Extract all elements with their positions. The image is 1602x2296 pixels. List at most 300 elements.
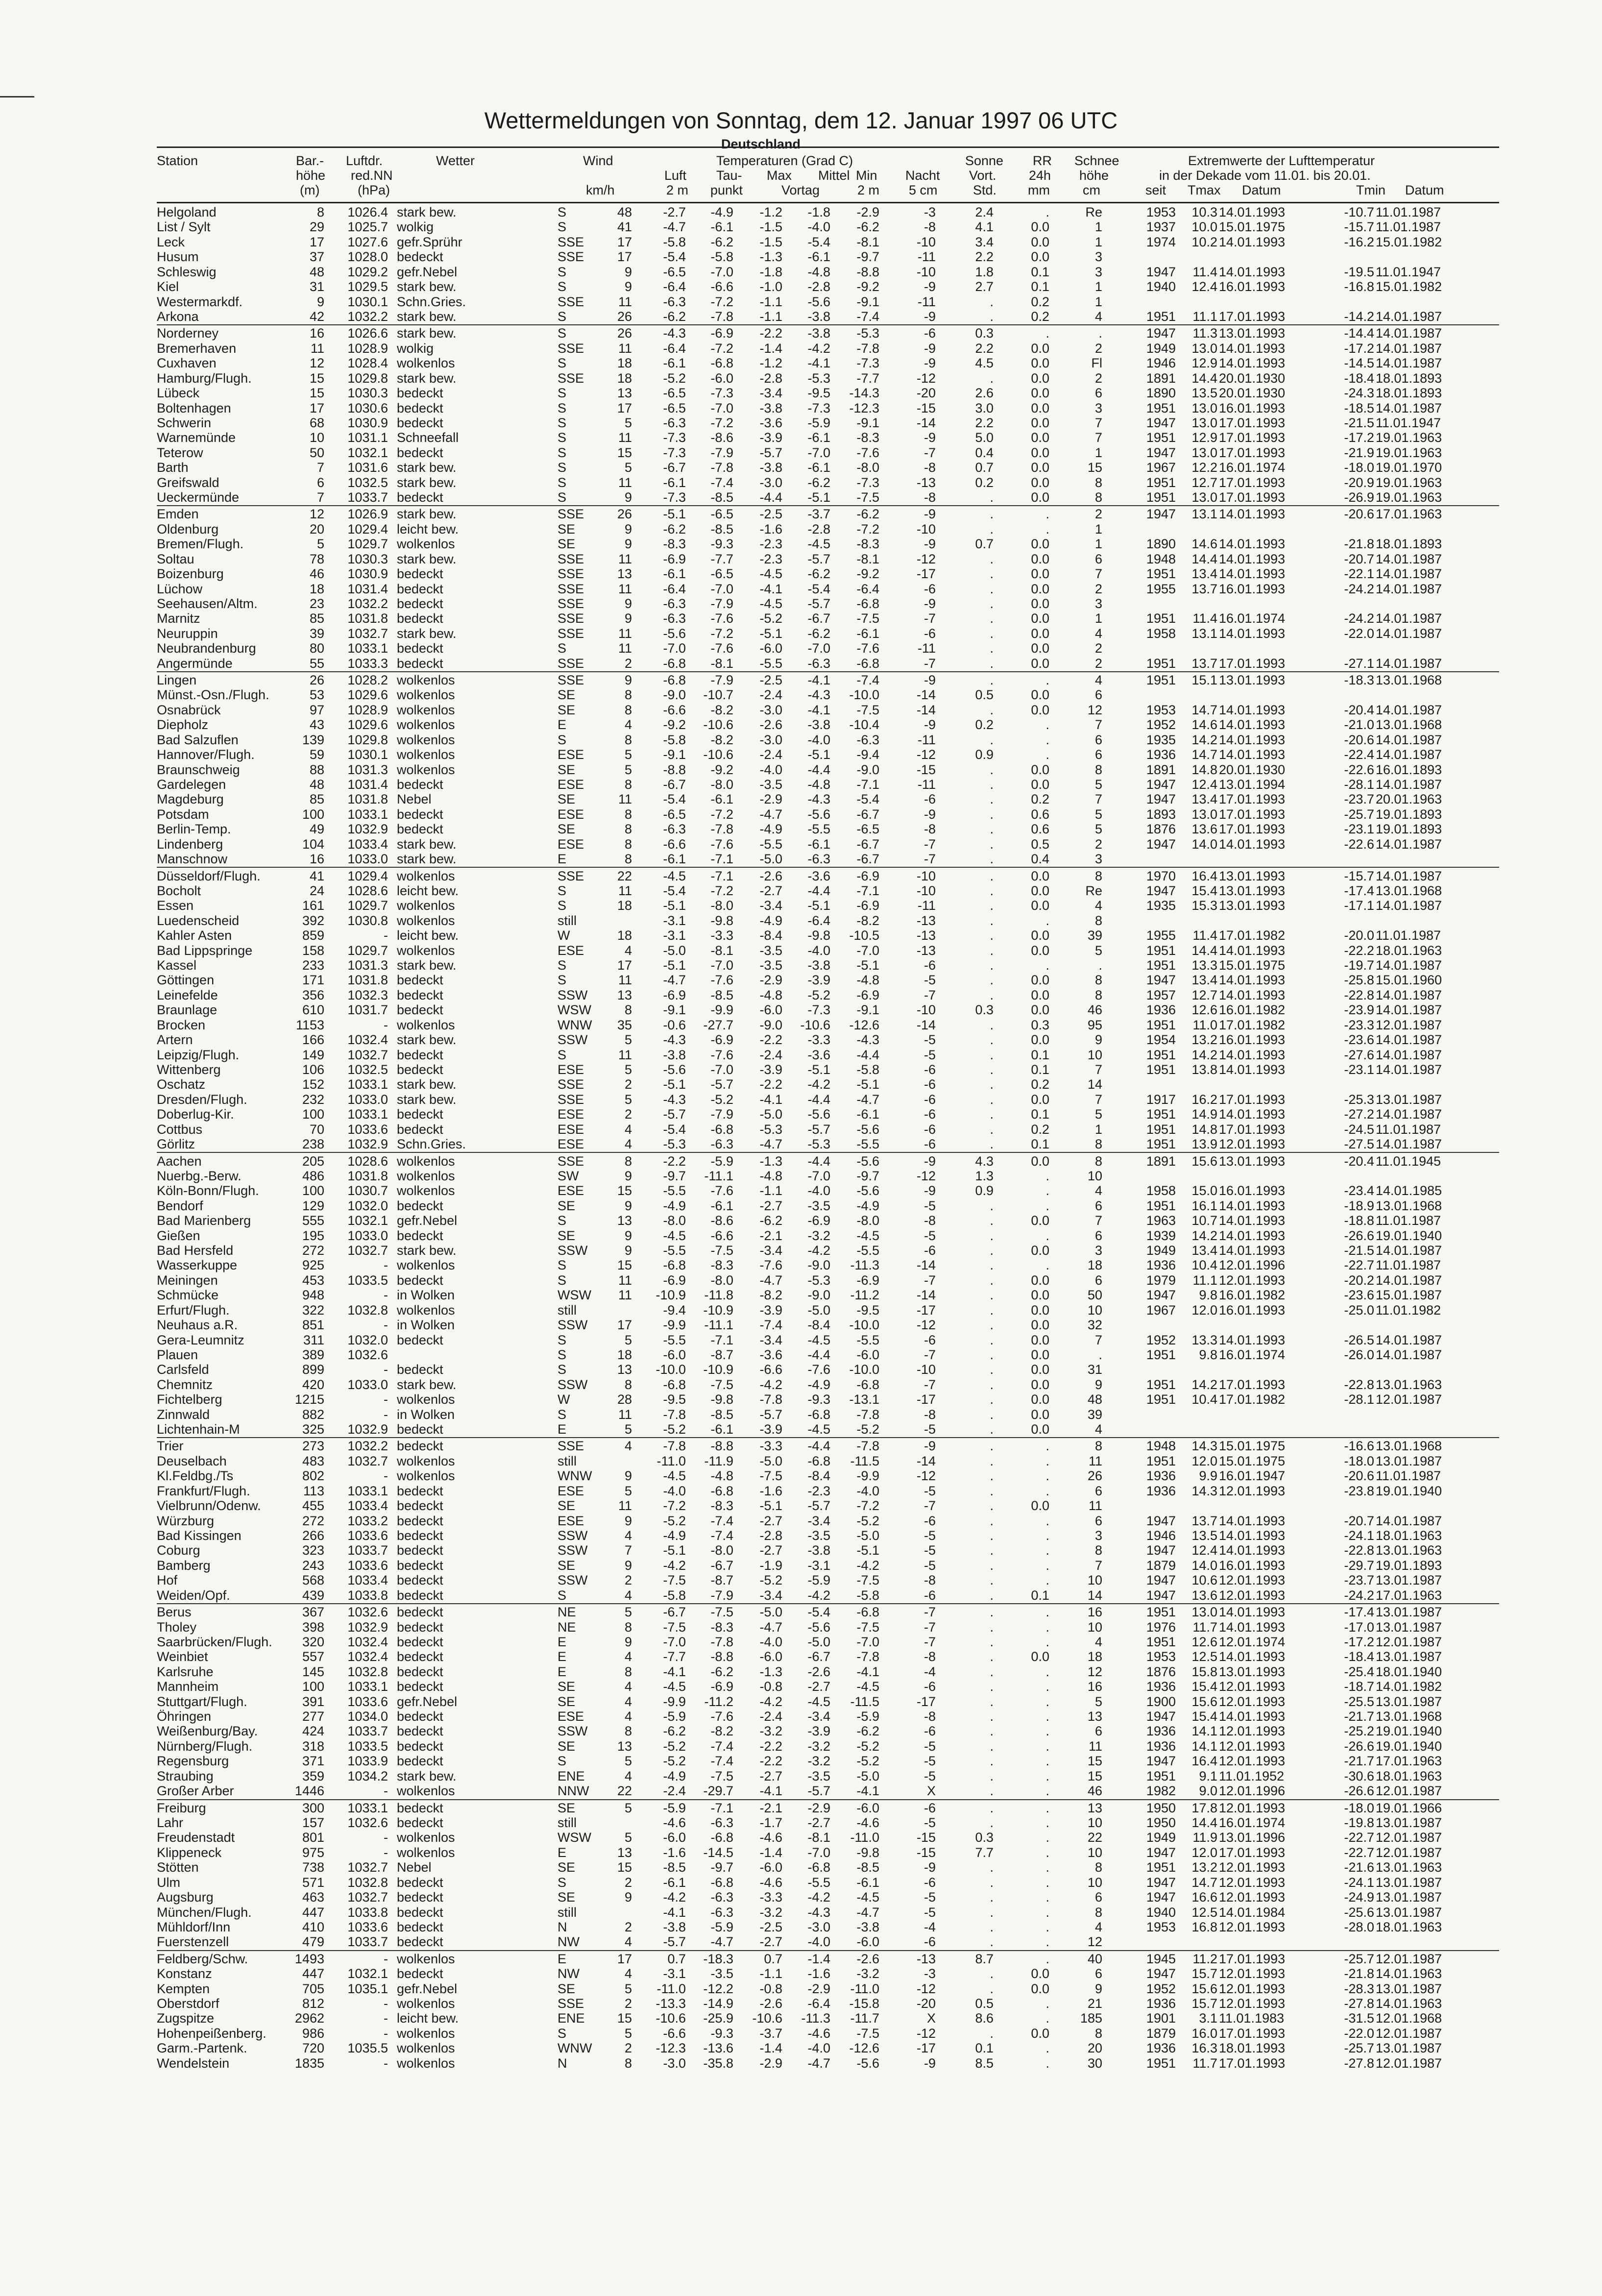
max-temp: -1.2 xyxy=(759,356,782,371)
tmin-date: 19.01.1893 xyxy=(1376,806,1442,822)
air-temp: -5.5 xyxy=(663,1243,686,1258)
precipitation: . xyxy=(1045,1558,1049,1573)
sunshine: . xyxy=(990,1649,994,1664)
table-row xyxy=(0,673,1602,688)
table-row xyxy=(0,1107,1602,1122)
precipitation: . xyxy=(1045,1198,1049,1213)
weather: bedeckt xyxy=(397,1605,443,1620)
station-name: Freudenstadt xyxy=(157,1830,235,1845)
night-temp: -7 xyxy=(923,1605,936,1620)
mean-temp: -1.6 xyxy=(807,1966,830,1981)
tmax-date: 17.01.1993 xyxy=(1219,1092,1286,1107)
station-name: Regensburg xyxy=(157,1754,229,1769)
sunshine: . xyxy=(990,1860,994,1875)
sunshine: 2.7 xyxy=(975,279,994,294)
station-name: Mühldorf/Inn xyxy=(157,1919,231,1934)
mean-temp: -6.8 xyxy=(807,1860,830,1875)
night-temp: -9 xyxy=(923,717,936,733)
max-temp: -2.3 xyxy=(759,537,782,552)
precipitation: . xyxy=(1045,1875,1049,1890)
tmin-date: 16.01.1893 xyxy=(1376,762,1442,777)
tmin-date: 14.01.1987 xyxy=(1376,1107,1442,1122)
wind-direction: SSE xyxy=(558,596,584,611)
pressure: 1031.7 xyxy=(347,1002,388,1018)
dew-point: -7.0 xyxy=(710,581,733,596)
night-temp: -11 xyxy=(917,249,936,265)
sunshine: . xyxy=(990,1890,994,1905)
tmin-date: 14.01.1987 xyxy=(1376,1513,1442,1528)
tmin-date: 13.01.1968 xyxy=(1376,883,1442,898)
table-row xyxy=(0,1875,1602,1890)
sunshine: . xyxy=(990,1875,994,1890)
min-temp: -7.5 xyxy=(856,702,879,717)
tmax: 12.9 xyxy=(1191,430,1217,445)
station-name: Mannheim xyxy=(157,1679,219,1694)
max-temp: -2.7 xyxy=(759,1934,782,1950)
table-row xyxy=(0,2041,1602,2056)
tmax-date: 14.01.1993 xyxy=(1219,943,1286,958)
station-name: Boltenhagen xyxy=(157,400,231,415)
since-year: 1957 xyxy=(1146,987,1176,1002)
mean-temp: -4.5 xyxy=(807,1422,830,1437)
precipitation: 0.1 xyxy=(1031,264,1049,279)
pressure: 1032.2 xyxy=(347,596,388,611)
sunshine: 0.3 xyxy=(975,1002,994,1018)
precipitation: 0.0 xyxy=(1031,1243,1049,1258)
precipitation: 0.0 xyxy=(1031,1392,1049,1407)
night-temp: -11 xyxy=(917,777,936,792)
station-name: Bad Salzuflen xyxy=(157,732,239,747)
wind-speed: 5 xyxy=(624,1800,632,1815)
weather: bedeckt xyxy=(397,1905,443,1920)
night-temp: -6 xyxy=(923,1588,936,1603)
tmax-date: 14.01.1993 xyxy=(1219,264,1286,279)
tmin: -22.6 xyxy=(1344,836,1374,852)
night-temp: -5 xyxy=(923,1198,936,1213)
dew-point: -7.6 xyxy=(710,611,733,626)
baro-height: 986 xyxy=(302,2026,324,2041)
baro-height: 812 xyxy=(302,1996,324,2011)
mean-temp: -5.3 xyxy=(807,1137,830,1151)
mean-temp: -3.6 xyxy=(807,868,830,883)
precipitation: 0.0 xyxy=(1031,1347,1049,1362)
pressure: - xyxy=(384,1017,388,1032)
mean-temp: -5.5 xyxy=(807,822,830,837)
baro-height: 53 xyxy=(309,687,324,703)
precipitation: 0.0 xyxy=(1031,460,1049,475)
pressure: 1027.6 xyxy=(347,234,388,249)
table-row xyxy=(0,537,1602,552)
tmin: -23.4 xyxy=(1344,1183,1374,1198)
table-row xyxy=(0,988,1602,1003)
dew-point: -9.9 xyxy=(710,1002,733,1018)
min-temp: -9.9 xyxy=(856,1468,879,1484)
mean-temp: -4.3 xyxy=(807,1905,830,1920)
precipitation: 0.0 xyxy=(1031,1649,1049,1664)
pressure: - xyxy=(384,2011,388,2026)
tmax: 16.4 xyxy=(1191,868,1217,883)
dew-point: -7.4 xyxy=(710,1754,733,1769)
max-temp: -3.0 xyxy=(759,702,782,717)
air-temp: -7.0 xyxy=(663,1634,686,1649)
wind-speed: 4 xyxy=(624,1679,632,1694)
tmin: -22.6 xyxy=(1344,762,1374,777)
tmax-date: 17.01.1993 xyxy=(1219,490,1286,505)
pressure: 1032.2 xyxy=(347,309,388,324)
precipitation: 0.1 xyxy=(1031,1588,1049,1603)
wind-direction: SSE xyxy=(558,656,584,671)
precipitation: . xyxy=(1045,1951,1049,1966)
air-temp: -4.2 xyxy=(663,1558,686,1573)
table-row xyxy=(0,1860,1602,1875)
since-year: 1936 xyxy=(1146,747,1176,762)
table-row xyxy=(0,1514,1602,1529)
mean-temp: -4.4 xyxy=(807,1439,830,1454)
weather: wolkig xyxy=(397,341,434,356)
tmax: 13.4 xyxy=(1191,566,1217,582)
precipitation: 0.0 xyxy=(1031,973,1049,988)
tmax: 13.0 xyxy=(1191,400,1217,415)
tmin: -23.9 xyxy=(1344,1002,1374,1018)
table-row xyxy=(0,1620,1602,1635)
baro-height: 42 xyxy=(309,309,324,324)
since-year: 1947 xyxy=(1146,1845,1176,1860)
precipitation: . xyxy=(1045,1543,1049,1558)
wind-direction: S xyxy=(558,641,567,656)
dew-point: -8.2 xyxy=(710,732,733,747)
dew-point: -7.6 xyxy=(710,836,733,852)
dew-point: -13.6 xyxy=(703,2041,733,2056)
wind-direction: SSW xyxy=(558,1573,588,1588)
tmin-date: 14.01.1963 xyxy=(1376,1966,1442,1981)
pressure: - xyxy=(384,1845,388,1860)
tmax: 13.1 xyxy=(1191,626,1217,641)
night-temp: -6 xyxy=(923,626,936,641)
night-temp: -7 xyxy=(923,836,936,852)
baro-height: 39 xyxy=(309,626,324,641)
mean-temp: -4.0 xyxy=(807,943,830,958)
wind-speed: 11 xyxy=(618,641,632,656)
tmin-date: 13.01.1987 xyxy=(1376,1092,1442,1107)
wind-speed: 8 xyxy=(624,1377,632,1392)
wind-speed: 2 xyxy=(624,1919,632,1934)
mean-temp: -5.5 xyxy=(807,1875,830,1890)
min-temp: -6.2 xyxy=(856,507,879,522)
baro-height: 46 xyxy=(309,566,324,582)
dew-point: -6.5 xyxy=(710,566,733,582)
night-temp: -6 xyxy=(923,1513,936,1528)
max-temp: -1.1 xyxy=(759,294,782,309)
snow-depth: 4 xyxy=(1094,309,1102,324)
tmax-date: 17.01.1993 xyxy=(1219,2026,1286,2041)
tmin-date: 13.01.1987 xyxy=(1376,1890,1442,1905)
table-row xyxy=(0,475,1602,490)
table-row xyxy=(0,2026,1602,2041)
night-temp: -6 xyxy=(923,1724,936,1739)
max-temp: -1.5 xyxy=(759,220,782,235)
air-temp: -8.3 xyxy=(663,537,686,552)
max-temp: -1.0 xyxy=(759,279,782,294)
wind-speed: 13 xyxy=(617,1213,632,1228)
max-temp: -4.6 xyxy=(759,1830,782,1845)
snow-depth: 13 xyxy=(1087,1800,1102,1815)
wind-direction: SSE xyxy=(558,249,584,265)
baro-height: 129 xyxy=(302,1198,324,1213)
night-temp: -6 xyxy=(923,1934,936,1950)
max-temp: -2.4 xyxy=(759,687,782,703)
tmax-date: 20.01.1930 xyxy=(1219,386,1286,400)
night-temp: -5 xyxy=(923,1047,936,1062)
tmax: 12.7 xyxy=(1191,475,1217,490)
column-header: Luft xyxy=(664,168,687,183)
precipitation: 0.0 xyxy=(1031,687,1049,703)
since-year: 1953 xyxy=(1146,702,1176,717)
tmax: 14.6 xyxy=(1191,717,1217,733)
since-year: 1950 xyxy=(1146,1800,1176,1815)
baro-height: 948 xyxy=(302,1288,324,1303)
tmin-date: 12.01.1987 xyxy=(1376,1392,1442,1407)
tmin: -22.0 xyxy=(1344,626,1374,641)
tmax: 10.4 xyxy=(1191,1258,1217,1273)
wind-speed: 5 xyxy=(624,460,632,475)
station-name: Seehausen/Altm. xyxy=(157,596,258,611)
weather: bedeckt xyxy=(397,1934,443,1950)
weather: wolkenlos xyxy=(397,1302,455,1318)
station-name: Gera-Leumnitz xyxy=(157,1332,244,1347)
tmax: 13.5 xyxy=(1191,386,1217,400)
mean-temp: -6.3 xyxy=(807,852,830,867)
since-year: 1979 xyxy=(1146,1272,1176,1288)
wind-speed: 13 xyxy=(617,1738,632,1754)
tmax-date: 14.01.1993 xyxy=(1219,1198,1286,1213)
table-row xyxy=(0,1258,1602,1273)
wind-direction: SE xyxy=(558,1694,576,1709)
air-temp: -4.2 xyxy=(663,1890,686,1905)
precipitation: . xyxy=(1045,2041,1049,2056)
station-name: Essen xyxy=(157,898,194,913)
air-temp: -6.5 xyxy=(663,264,686,279)
tmin: -27.1 xyxy=(1344,656,1374,671)
wind-speed: 11 xyxy=(618,551,632,566)
snow-depth: 14 xyxy=(1087,1588,1102,1603)
wind-speed: 8 xyxy=(624,1664,632,1679)
sunshine: . xyxy=(990,1605,994,1620)
mean-temp: -7.3 xyxy=(807,400,830,415)
night-temp: -6 xyxy=(923,1107,936,1122)
dew-point: -7.8 xyxy=(710,309,733,324)
min-temp: -5.9 xyxy=(856,1709,879,1724)
station-name: Chemnitz xyxy=(157,1377,213,1392)
pressure: 1033.2 xyxy=(347,1513,388,1528)
baro-height: 1153 xyxy=(295,1017,324,1032)
wind-speed: 5 xyxy=(624,1092,632,1107)
tmax-date: 17.01.1993 xyxy=(1219,806,1286,822)
table-row xyxy=(0,1288,1602,1303)
weather: stark bew. xyxy=(397,460,457,475)
pressure: 1029.2 xyxy=(347,264,388,279)
wind-direction: NW xyxy=(558,1966,580,1981)
snow-depth: 2 xyxy=(1094,341,1102,356)
min-temp: -12.3 xyxy=(849,400,879,415)
air-temp: -13.3 xyxy=(655,1996,686,2011)
column-header: Bar.- xyxy=(296,153,324,168)
station-name: Potsdam xyxy=(157,806,209,822)
tmax-date: 12.01.1993 xyxy=(1219,1860,1286,1875)
min-temp: -4.7 xyxy=(856,1092,879,1107)
station-name: Wittenberg xyxy=(157,1062,221,1077)
snow-depth: 8 xyxy=(1094,2026,1102,2041)
sunshine: . xyxy=(990,868,994,883)
min-temp: -4.8 xyxy=(856,973,879,988)
tmin-date: 13.01.1963 xyxy=(1376,1543,1442,1558)
mean-temp: -9.0 xyxy=(807,1258,830,1273)
wind-direction: ESE xyxy=(558,836,584,852)
baro-height: 801 xyxy=(302,1830,324,1845)
tmin-date: 17.01.1963 xyxy=(1376,1588,1442,1603)
snow-depth: 26 xyxy=(1087,1468,1102,1484)
night-temp: -6 xyxy=(923,1800,936,1815)
sunshine: 3.0 xyxy=(975,400,994,415)
dew-point: -18.3 xyxy=(703,1951,733,1966)
dew-point: -8.5 xyxy=(710,987,733,1002)
precipitation: 0.1 xyxy=(1031,1047,1049,1062)
mean-temp: -5.7 xyxy=(807,1122,830,1137)
dew-point: -7.9 xyxy=(710,673,733,687)
min-temp: -5.6 xyxy=(856,2055,879,2071)
baro-height: 195 xyxy=(302,1228,324,1243)
snow-depth: 1 xyxy=(1094,611,1102,626)
since-year: 1948 xyxy=(1146,551,1176,566)
sunshine: . xyxy=(990,1528,994,1543)
max-temp: 0.7 xyxy=(764,1951,782,1966)
max-temp: -1.9 xyxy=(759,1558,782,1573)
table-row xyxy=(0,883,1602,899)
snow-depth: 4 xyxy=(1094,673,1102,687)
max-temp: -1.1 xyxy=(759,309,782,324)
dew-point: -6.5 xyxy=(710,507,733,522)
tmin: -21.9 xyxy=(1344,445,1374,460)
precipitation: 0.0 xyxy=(1031,551,1049,566)
air-temp: -9.1 xyxy=(663,747,686,762)
tmin-date: 19.01.1940 xyxy=(1376,1228,1442,1243)
air-temp: -6.2 xyxy=(663,1724,686,1739)
wind-direction: still xyxy=(558,1815,577,1830)
dew-point: -9.8 xyxy=(710,913,733,928)
since-year: 1951 xyxy=(1146,1860,1176,1875)
baro-height: 161 xyxy=(302,898,324,913)
station-name: Bad Kissingen xyxy=(157,1528,242,1543)
baro-height: 152 xyxy=(302,1077,324,1092)
weather: wolkenlos xyxy=(397,1845,455,1860)
mean-temp: -3.0 xyxy=(807,1919,830,1934)
tmin: -21.0 xyxy=(1344,717,1374,733)
night-temp: X xyxy=(926,2011,936,2026)
table-row xyxy=(0,1952,1602,1967)
sunshine: . xyxy=(990,898,994,913)
max-temp: -2.6 xyxy=(759,868,782,883)
snow-depth: 6 xyxy=(1094,1966,1102,1981)
precipitation: 0.1 xyxy=(1031,1137,1049,1151)
precipitation: . xyxy=(1045,1679,1049,1694)
tmin-date: 14.01.1963 xyxy=(1376,1996,1442,2011)
wind-direction: WNW xyxy=(558,2041,592,2056)
sunshine: . xyxy=(990,1422,994,1437)
weather: bedeckt xyxy=(397,1422,443,1437)
mean-temp: -3.4 xyxy=(807,1513,830,1528)
mean-temp: -9.8 xyxy=(807,928,830,943)
precipitation: 0.2 xyxy=(1031,1122,1049,1137)
station-name: Saarbrücken/Flugh. xyxy=(157,1634,272,1649)
pressure: 1033.1 xyxy=(347,806,388,822)
precipitation: . xyxy=(1045,1830,1049,1845)
tmax: 13.1 xyxy=(1191,507,1217,522)
tmin: -17.4 xyxy=(1344,883,1374,898)
baro-height: 8 xyxy=(316,205,324,220)
night-temp: -14 xyxy=(916,1288,936,1303)
tmin: -20.4 xyxy=(1344,702,1374,717)
min-temp: -10.0 xyxy=(849,1362,879,1377)
dew-point: -8.1 xyxy=(710,943,733,958)
tmax: 13.7 xyxy=(1191,1513,1217,1528)
tmax-date: 17.01.1993 xyxy=(1219,822,1286,837)
snow-depth: 6 xyxy=(1094,747,1102,762)
baro-height: 7 xyxy=(316,460,324,475)
baro-height: 356 xyxy=(302,987,324,1002)
air-temp: -7.0 xyxy=(663,641,686,656)
pressure: 1031.8 xyxy=(347,611,388,626)
pressure: - xyxy=(384,1288,388,1303)
since-year: 1955 xyxy=(1146,581,1176,596)
table-row xyxy=(0,1815,1602,1831)
tmin-date: 14.01.1987 xyxy=(1376,958,1442,973)
night-temp: -5 xyxy=(923,1738,936,1754)
air-temp: -5.4 xyxy=(663,249,686,265)
weather: bedeckt xyxy=(397,249,443,265)
min-temp: -7.7 xyxy=(856,370,879,386)
pressure: 1034.0 xyxy=(347,1709,388,1724)
air-temp: -6.8 xyxy=(663,1258,686,1273)
night-temp: -5 xyxy=(923,1483,936,1498)
tmax-date: 17.01.1982 xyxy=(1219,1392,1286,1407)
tmax-date: 14.01.1993 xyxy=(1219,1513,1286,1528)
sunshine: . xyxy=(990,1679,994,1694)
baro-height: 23 xyxy=(309,596,324,611)
sunshine: . xyxy=(990,1754,994,1769)
dew-point: -7.2 xyxy=(710,626,733,641)
tmin: -25.7 xyxy=(1344,2041,1374,2056)
wind-speed: 8 xyxy=(624,852,632,867)
night-temp: -12 xyxy=(916,370,936,386)
air-temp: -5.0 xyxy=(663,943,686,958)
air-temp: -7.7 xyxy=(663,1649,686,1664)
tmax: 13.3 xyxy=(1191,1332,1217,1347)
mean-temp: -6.4 xyxy=(807,1996,830,2011)
dew-point: -7.0 xyxy=(710,1062,733,1077)
wind-speed: 18 xyxy=(617,356,632,371)
sunshine: . xyxy=(990,806,994,822)
tmax-date: 16.01.1993 xyxy=(1219,1302,1286,1318)
min-temp: -4.1 xyxy=(856,1783,879,1799)
air-temp: -3.0 xyxy=(663,2055,686,2071)
weather: bedeckt xyxy=(397,1738,443,1754)
station-name: Görlitz xyxy=(157,1137,195,1151)
snow-depth: . xyxy=(1098,1347,1102,1362)
wind-direction: S xyxy=(558,386,567,400)
baro-height: 113 xyxy=(303,1483,324,1498)
baro-height: 392 xyxy=(302,913,324,928)
tmax-date: 13.01.1993 xyxy=(1219,898,1286,913)
tmin-date: 14.01.1987 xyxy=(1376,747,1442,762)
